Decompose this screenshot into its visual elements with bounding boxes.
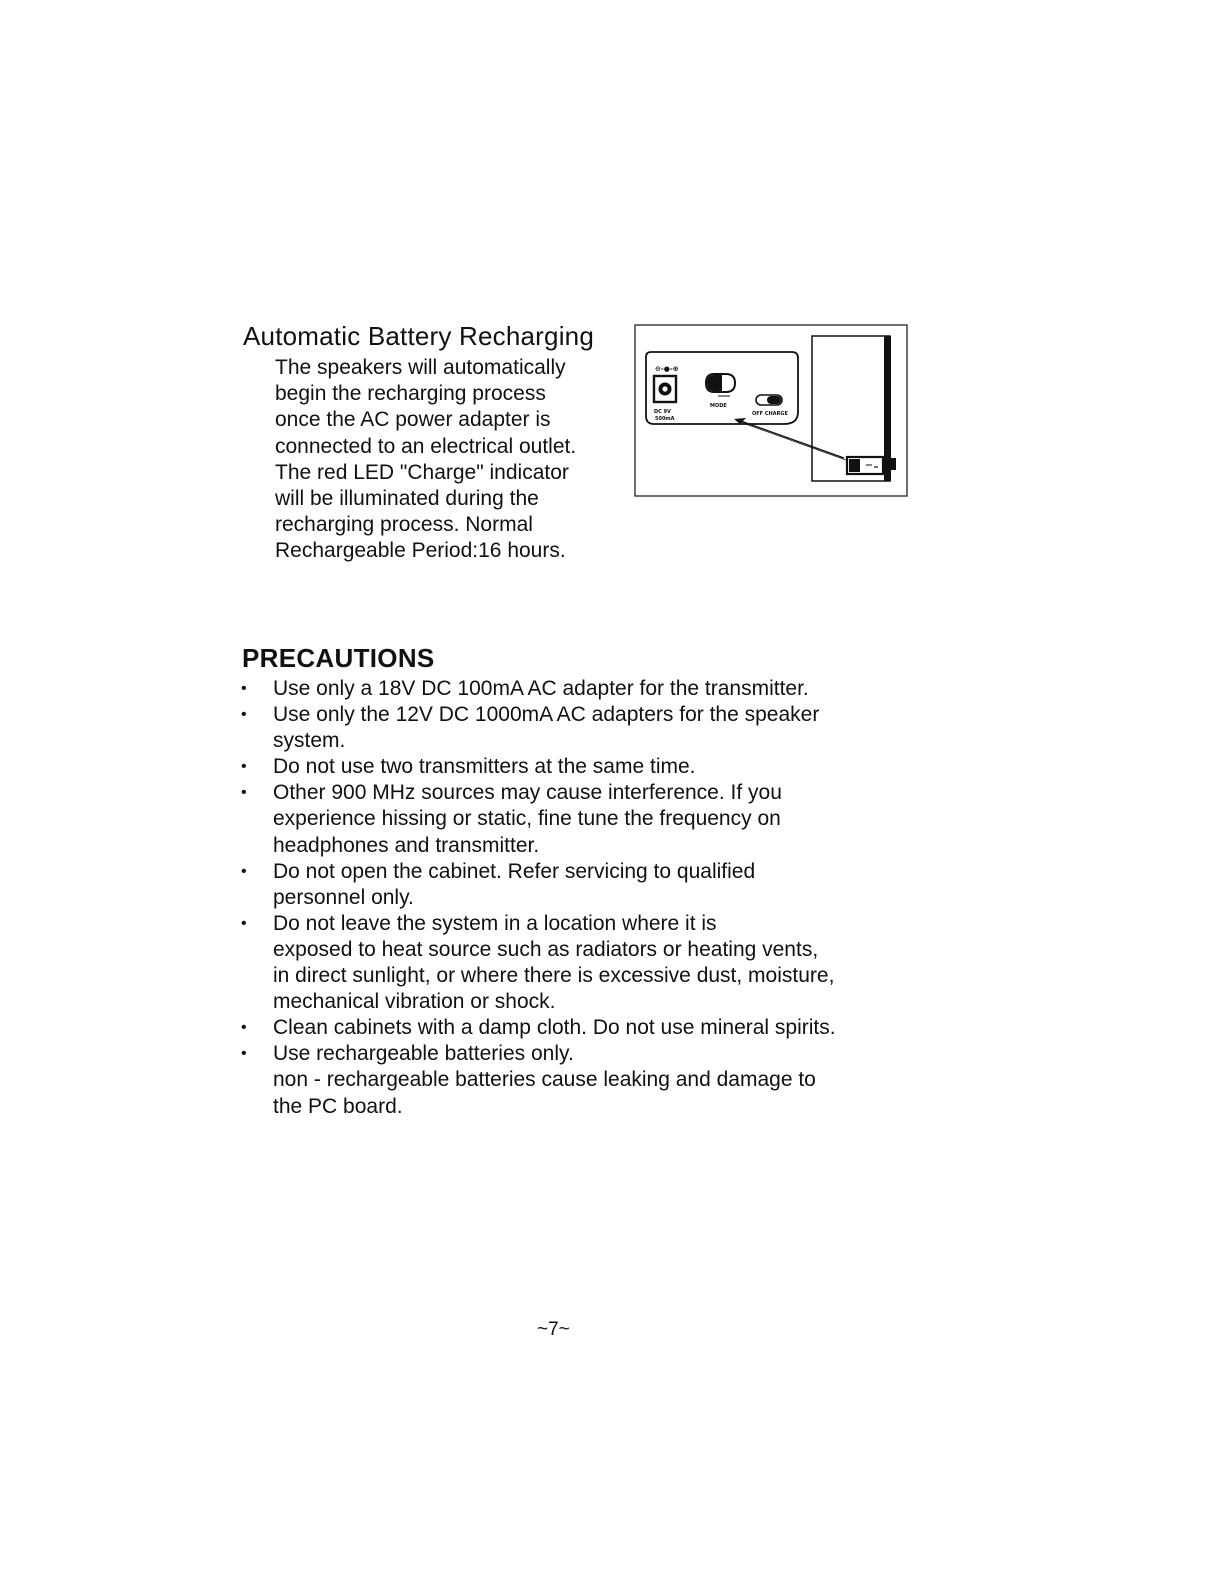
pointer-line: [738, 420, 844, 458]
off-charge-label: OFF CHARGE: [752, 411, 788, 417]
precautions-title: PRECAUTIONS: [242, 643, 435, 673]
battery-section-title: Automatic Battery Recharging: [243, 321, 594, 351]
page-number: ~7~: [537, 1319, 570, 1340]
precaution-line: mechanical vibration or shock.: [273, 990, 556, 1014]
battery-line: recharging process. Normal: [275, 513, 533, 537]
dc-rating-label: 500mA: [655, 416, 675, 422]
speaker-charge-panel-diagram: [634, 324, 908, 497]
battery-description: [275, 355, 625, 565]
polarity-label: ⊖-●-⊕: [655, 365, 679, 373]
precaution-line: headphones and transmitter.: [273, 833, 540, 857]
precaution-line: Use rechargeable batteries only.: [273, 1042, 574, 1066]
precaution-line: experience hissing or static, fine tune the frequency on: [273, 807, 781, 831]
precaution-line: non - rechargeable batteries cause leaking and damage to: [273, 1068, 816, 1092]
bullet-icon: •: [241, 914, 247, 932]
precaution-line: Do not leave the system in a location where it is: [273, 911, 717, 935]
battery-line: The speakers will automatically: [275, 356, 566, 379]
precaution-item: [241, 1041, 931, 1119]
precaution-line: system.: [273, 729, 346, 753]
bullet-icon: •: [241, 706, 247, 724]
bullet-icon: •: [241, 1045, 247, 1063]
battery-line: once the AC power adapter is: [275, 408, 551, 432]
battery-line: will be illuminated during the: [275, 487, 539, 511]
dc-rating-label: DC 9V: [654, 409, 671, 415]
precautions-list: [241, 676, 931, 1120]
precaution-line: Use only a 18V DC 100mA AC adapter for the transmitter.: [273, 677, 809, 700]
precaution-line: Do not use two transmitters at the same time.: [273, 755, 696, 779]
precaution-line: the PC board.: [273, 1094, 403, 1118]
bullet-icon: •: [241, 758, 247, 776]
diagram-svg: [634, 324, 908, 497]
precaution-line: personnel only.: [273, 885, 414, 909]
precaution-item: [241, 1015, 931, 1041]
battery-line: The red LED "Charge" indicator: [275, 460, 569, 484]
precaution-item: [241, 676, 931, 702]
speaker-edge: [884, 336, 891, 481]
precaution-line: Other 900 MHz sources may cause interference. If you: [273, 781, 782, 805]
battery-line: connected to an electrical outlet.: [275, 434, 577, 458]
precaution-line: in direct sunlight, or where there is excessive dust, moisture,: [273, 964, 835, 988]
precaution-item: [241, 911, 931, 1015]
battery-line: Rechargeable Period:16 hours.: [275, 539, 566, 563]
precaution-line: Do not open the cabinet. Refer servicing to qualified: [273, 859, 756, 883]
precaution-line: Clean cabinets with a damp cloth. Do not use mineral spirits.: [273, 1016, 836, 1040]
bullet-icon: •: [241, 680, 247, 697]
precaution-item: [241, 702, 931, 754]
precaution-item: [241, 859, 931, 911]
precaution-item: [241, 754, 931, 780]
bullet-icon: •: [241, 862, 247, 880]
precaution-line: exposed to heat source such as radiators or heating vents,: [273, 937, 819, 961]
battery-line: begin the recharging process: [275, 382, 546, 406]
precaution-line: Use only the 12V DC 1000mA AC adapters for the speaker: [273, 703, 820, 727]
precaution-item: [241, 780, 931, 858]
bullet-icon: •: [241, 1019, 247, 1037]
mode-switch-label: MODE: [710, 403, 727, 409]
bullet-icon: •: [241, 784, 247, 802]
